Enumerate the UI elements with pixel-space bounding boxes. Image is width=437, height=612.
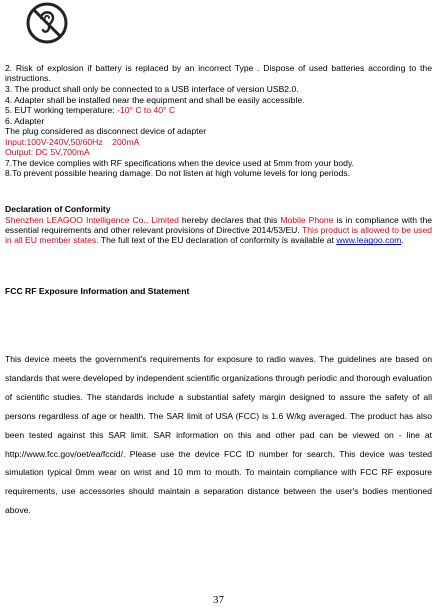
conformity-text-2: is in compliance with the essential requirements and other relevant provisions of Directive 2014/53/EU. xyxy=(5,214,432,235)
plug-note: The plug considered as disconnect device of adapter xyxy=(5,126,207,136)
warning-item-8: 8.To prevent possible hearing damage. Do not listen at high volume levels for long periods. xyxy=(5,168,350,178)
conformity-heading: Declaration of Conformity xyxy=(5,204,111,214)
input-spec: Input:100V-240V,50/60Hz 200mA xyxy=(5,136,140,147)
warning-item-4: 4. Adapter shall be installed near the equipment and shall be easily accessible. xyxy=(5,94,305,105)
leagoo-link[interactable]: www.leagoo.com xyxy=(336,235,402,246)
warning-item-7: 7.The device complies with RF specifications when the device used at 5mm from your body. xyxy=(5,157,354,168)
temperature-label: 5. EUT working temperature: xyxy=(5,105,118,115)
hearing-warning-icon xyxy=(24,2,70,46)
warning-item-2: 2. Risk of explosion if battery is replaced by an incorrect Type . Dispose of used batteries according to the instructions. xyxy=(5,63,432,84)
eu-note: This product is allowed to be used in all EU member states. xyxy=(5,224,433,246)
warning-item-6: 6. Adapter xyxy=(5,115,45,126)
company-name: Shenzhen LEAGOO Intelligence Co., Limited xyxy=(5,214,179,225)
product-name: Mobile Phone xyxy=(280,214,334,225)
conformity-text-3: The full text of the EU declaration of conformity is available at xyxy=(98,235,337,246)
warning-item-3: 3. The product shall only be connected to a USB interface of version USB2.0. xyxy=(5,84,299,94)
output-spec: Output: DC 5V,700mA xyxy=(5,147,90,157)
warning-item-5 xyxy=(5,105,432,115)
fcc-heading: FCC RF Exposure Information and Statement xyxy=(5,286,190,296)
conformity-paragraph xyxy=(5,215,432,246)
temperature-value: -10° C to 40° C xyxy=(117,105,176,115)
conformity-text-4: . xyxy=(401,235,404,246)
conformity-text-1: hereby declares that this xyxy=(178,214,281,225)
fcc-body: This device meets the government's requirements for exposure to radio waves. The guidelines are based on standards that were developed by independent scientific organizations through periodic and thorough evaluation of scientific studies. The standards include a substantial safety margin designed to assure the safety of all persons regardless of age or health. The SAR limit of USA (FCC) is 1.6 W/kg averaged. The product has also been tested against this SAR limit. SAR information on this and other pad can be viewed on ‐ line at http://www.fcc.gov/oet/ea/fccid/. Please use the device FCC ID number for search. This device was tested simulation typical 0mm wear on wrist and 10 mm to mouth. To maintain compliance with FCC RF exposure requirements, use accessories should maintain a separation distance between the user's bodies mentioned above. xyxy=(5,354,432,516)
page-number: 37 xyxy=(213,594,224,606)
